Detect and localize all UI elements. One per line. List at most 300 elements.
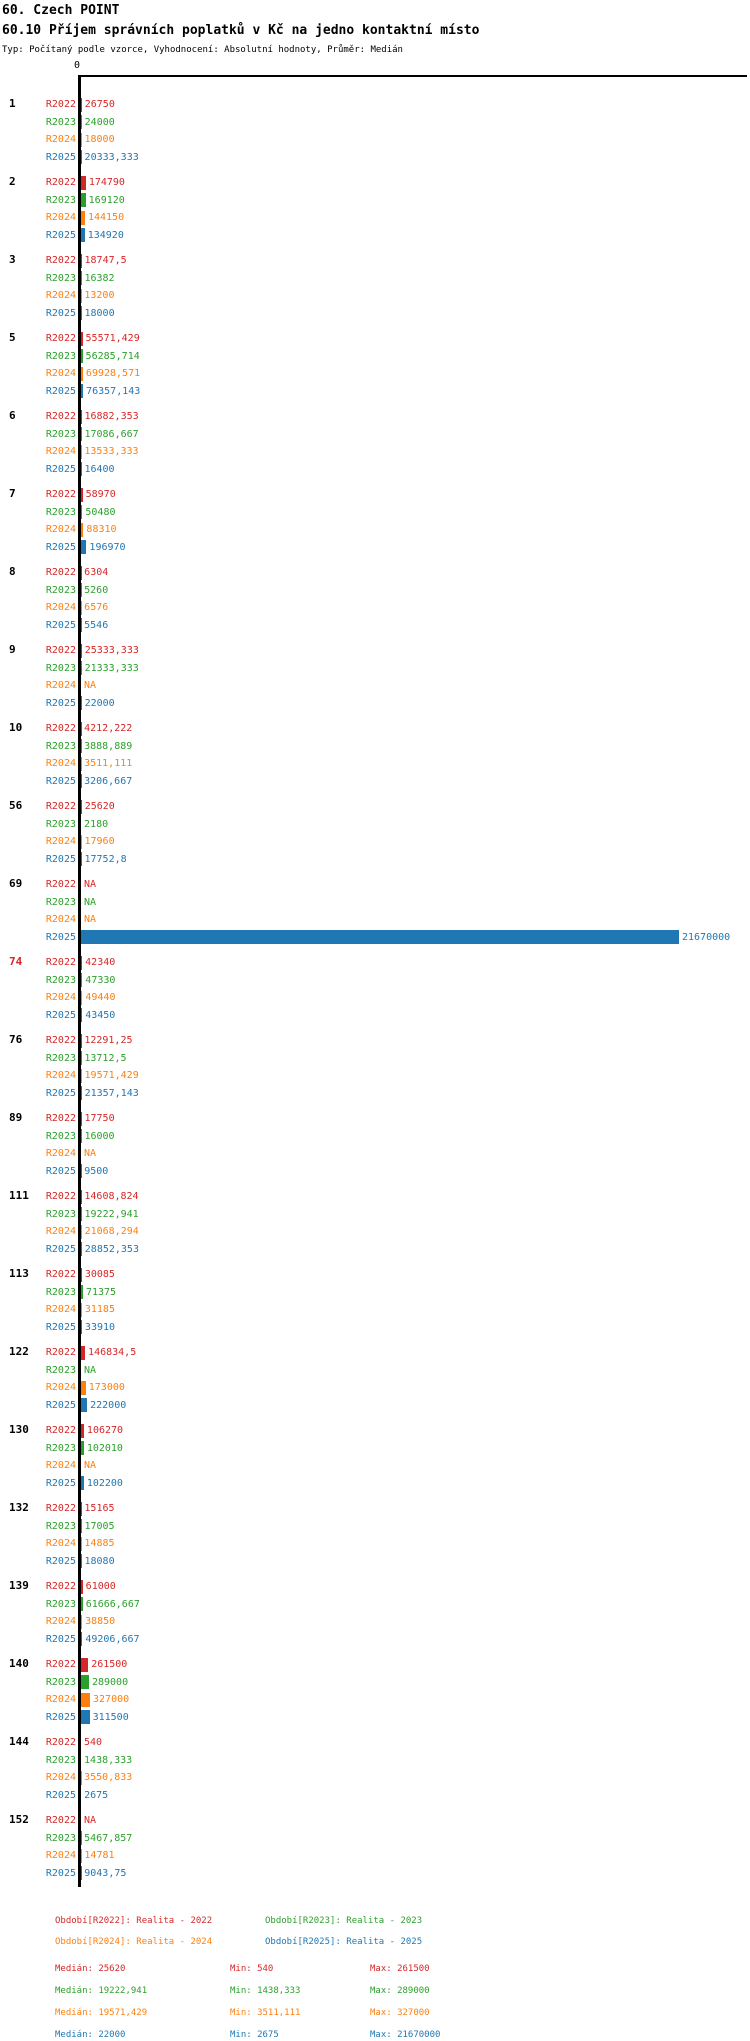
series-label: R2022 — [0, 1503, 76, 1514]
series-label: R2024 — [0, 1850, 76, 1861]
bar-value: 16000 — [84, 1131, 114, 1142]
stat-median: Medián: 19222,941 — [55, 1986, 230, 1997]
series-label: R2023 — [0, 1209, 76, 1220]
series-label: R2024 — [0, 368, 76, 379]
bar — [81, 1285, 83, 1299]
bar — [81, 1424, 84, 1438]
chart-group — [0, 954, 750, 1024]
series-label: R2022 — [0, 333, 76, 344]
bar-value: 50480 — [85, 507, 115, 518]
bar-row — [0, 1518, 750, 1536]
chart-meta: Typ: Počítaný podle vzorce, Vyhodnocení: Absolutní hodnoty, Průměr: Medián — [2, 45, 750, 56]
bar-value: 3888,889 — [84, 741, 132, 752]
series-label: R2025 — [0, 1400, 76, 1411]
bar — [81, 1441, 84, 1455]
bar-value: 17960 — [84, 836, 114, 847]
series-label: R2023 — [0, 897, 76, 908]
bar-value: 21068,294 — [85, 1226, 139, 1237]
bar — [81, 349, 83, 363]
bar-value: 18080 — [84, 1556, 114, 1567]
bar-row — [0, 1613, 750, 1631]
bar-row — [0, 1085, 750, 1103]
bar-value: 13712,5 — [84, 1053, 126, 1064]
bar-row — [0, 1188, 750, 1206]
bar — [81, 332, 83, 346]
legend-item: Období[R2022]: Realita - 2022 — [55, 1916, 265, 1927]
bar-value: 2675 — [84, 1790, 108, 1801]
bar-row — [0, 1440, 750, 1458]
chart-group — [0, 1188, 750, 1258]
bar-value: NA — [84, 1148, 96, 1159]
bar-row — [0, 1032, 750, 1050]
bar-row — [0, 287, 750, 305]
bar — [81, 367, 83, 381]
chart-group — [0, 1422, 750, 1492]
bar-row — [0, 1344, 750, 1362]
bar-row — [0, 348, 750, 366]
bar — [81, 696, 82, 710]
bar-row — [0, 1241, 750, 1259]
bar-value: 43450 — [85, 1010, 115, 1021]
bar-value: 102200 — [87, 1478, 123, 1489]
series-label: R2024 — [0, 836, 76, 847]
chart-group — [0, 1110, 750, 1180]
bar-row — [0, 1709, 750, 1727]
group-label: 8 — [9, 565, 16, 578]
chart-group — [0, 564, 750, 634]
bar-value: 102010 — [87, 1443, 123, 1454]
series-label: R2023 — [0, 429, 76, 440]
bar-row — [0, 1553, 750, 1571]
bar-value: NA — [84, 1815, 96, 1826]
series-label: R2025 — [0, 854, 76, 865]
bar — [81, 1320, 82, 1334]
bar-row — [0, 539, 750, 557]
series-label: R2023 — [0, 273, 76, 284]
bar-row — [0, 383, 750, 401]
group-label: 144 — [9, 1735, 29, 1748]
bar-value: 21333,333 — [85, 663, 139, 674]
group-label: 152 — [9, 1813, 29, 1826]
bar-value: 14781 — [84, 1850, 114, 1861]
group-label: 56 — [9, 799, 22, 812]
bar — [81, 1086, 82, 1100]
bar — [81, 540, 86, 554]
bar-value: 71375 — [86, 1287, 116, 1298]
bar-value: 17086,667 — [84, 429, 138, 440]
bar-row — [0, 1578, 750, 1596]
bar-row — [0, 1050, 750, 1068]
bar-value: 6576 — [84, 602, 108, 613]
bar-row — [0, 504, 750, 522]
bar-row — [0, 617, 750, 635]
bar-row — [0, 408, 750, 426]
stat-max: Max: 327000 — [370, 2008, 750, 2019]
bar-row — [0, 816, 750, 834]
group-label: 132 — [9, 1501, 29, 1514]
bar-value: 33910 — [85, 1322, 115, 1333]
group-label: 5 — [9, 331, 16, 344]
bar-value: 169120 — [89, 195, 125, 206]
bar-value: 17752,8 — [84, 854, 126, 865]
bar-value: 106270 — [87, 1425, 123, 1436]
chart-group — [0, 1266, 750, 1336]
bar-row — [0, 252, 750, 270]
bar-row — [0, 1787, 750, 1805]
chart-group — [0, 798, 750, 868]
bar — [81, 1008, 82, 1022]
bar — [81, 1268, 82, 1282]
bar-value: 30085 — [85, 1269, 115, 1280]
chart-title: 60.10 Příjem správních poplatků v Kč na jedno kontaktní místo — [2, 23, 750, 39]
bar-value: 19222,941 — [85, 1209, 139, 1220]
series-label: R2023 — [0, 1833, 76, 1844]
stats-row — [55, 2008, 750, 2019]
bar-row — [0, 1379, 750, 1397]
stat-max: Max: 21670000 — [370, 2030, 750, 2041]
bar-value: 16400 — [84, 464, 114, 475]
series-label: R2022 — [0, 1425, 76, 1436]
bar-value: 55571,429 — [86, 333, 140, 344]
series-label: R2024 — [0, 212, 76, 223]
series-label: R2022 — [0, 645, 76, 656]
chart-group — [0, 1500, 750, 1570]
bar-row — [0, 1674, 750, 1692]
series-label: R2023 — [0, 351, 76, 362]
series-label: R2022 — [0, 1815, 76, 1826]
series-label: R2023 — [0, 1131, 76, 1142]
chart-group — [0, 174, 750, 244]
bar-value: 38850 — [85, 1616, 115, 1627]
series-label: R2023 — [0, 585, 76, 596]
bar-row — [0, 1163, 750, 1181]
bar-row — [0, 1830, 750, 1848]
series-label: R2024 — [0, 290, 76, 301]
series-label: R2024 — [0, 1772, 76, 1783]
series-label: R2023 — [0, 1443, 76, 1454]
bar-value: 17005 — [84, 1521, 114, 1532]
series-label: R2023 — [0, 1053, 76, 1064]
bar-row — [0, 1223, 750, 1241]
group-label: 111 — [9, 1189, 29, 1202]
bar-row — [0, 660, 750, 678]
chart-group — [0, 1032, 750, 1102]
bar-row — [0, 1596, 750, 1614]
series-label: R2022 — [0, 1269, 76, 1280]
group-label: 140 — [9, 1657, 29, 1670]
bar-value: 56285,714 — [86, 351, 140, 362]
series-label: R2025 — [0, 1478, 76, 1489]
bar-row — [0, 209, 750, 227]
bar-row — [0, 1206, 750, 1224]
bar-value: 173000 — [89, 1382, 125, 1393]
series-label: R2024 — [0, 1538, 76, 1549]
stat-median: Medián: 22000 — [55, 2030, 230, 2041]
bar — [81, 254, 82, 268]
bar-value: 16382 — [84, 273, 114, 284]
bar-row — [0, 1535, 750, 1553]
bar-value: 196970 — [89, 542, 125, 553]
group-label: 6 — [9, 409, 16, 422]
bar-row — [0, 1656, 750, 1674]
bar-row — [0, 1110, 750, 1128]
series-label: R2024 — [0, 992, 76, 1003]
bar-row — [0, 755, 750, 773]
legend-item: Období[R2024]: Realita - 2024 — [55, 1937, 265, 1948]
bar-value: 47330 — [85, 975, 115, 986]
series-label: R2023 — [0, 195, 76, 206]
series-label: R2022 — [0, 99, 76, 110]
bar — [81, 98, 82, 112]
series-label: R2023 — [0, 975, 76, 986]
bar-value: 42340 — [85, 957, 115, 968]
series-label: R2022 — [0, 1347, 76, 1358]
bar-row — [0, 876, 750, 894]
bar-row — [0, 270, 750, 288]
chart-group — [0, 96, 750, 166]
chart-group — [0, 330, 750, 400]
bar — [81, 1207, 82, 1221]
bar — [81, 505, 82, 519]
bar-row — [0, 1067, 750, 1085]
series-label: R2024 — [0, 1304, 76, 1315]
bar-value: 18747,5 — [85, 255, 127, 266]
chart-group — [0, 1578, 750, 1648]
chart-group — [0, 1344, 750, 1414]
bar-row — [0, 1397, 750, 1415]
bar-value: 22000 — [85, 698, 115, 709]
series-label: R2025 — [0, 776, 76, 787]
chart-group — [0, 1812, 750, 1882]
bar — [81, 1597, 83, 1611]
series-label: R2024 — [0, 602, 76, 613]
legend-item: Období[R2023]: Realita - 2023 — [265, 1916, 750, 1927]
bar-value: 49206,667 — [85, 1634, 139, 1645]
chart-group — [0, 642, 750, 712]
bar-value: 5260 — [84, 585, 108, 596]
series-label: R2024 — [0, 1148, 76, 1159]
bar-value: 49440 — [85, 992, 115, 1003]
bar-value: 14885 — [84, 1538, 114, 1549]
series-label: R2025 — [0, 1868, 76, 1879]
bar — [81, 930, 679, 944]
group-label: 10 — [9, 721, 22, 734]
series-label: R2025 — [0, 620, 76, 631]
series-label: R2025 — [0, 1790, 76, 1801]
bar — [81, 1710, 90, 1724]
series-label: R2024 — [0, 680, 76, 691]
bar-row — [0, 1457, 750, 1475]
bar — [81, 228, 85, 242]
bar — [81, 1580, 83, 1594]
bar — [81, 1242, 82, 1256]
bar-row — [0, 1769, 750, 1787]
bar-row — [0, 720, 750, 738]
bar — [81, 211, 85, 225]
bar-value: NA — [84, 879, 96, 890]
series-label: R2025 — [0, 386, 76, 397]
bar — [81, 1069, 82, 1083]
page-title: 60. Czech POINT — [2, 3, 750, 19]
bar-value: NA — [84, 1460, 96, 1471]
series-label: R2025 — [0, 308, 76, 319]
legend-item: Období[R2025]: Realita - 2025 — [265, 1937, 750, 1948]
bar-value: 9500 — [84, 1166, 108, 1177]
bar-row — [0, 1319, 750, 1337]
series-label: R2025 — [0, 1010, 76, 1021]
bar-row — [0, 1631, 750, 1649]
bar-value: NA — [84, 897, 96, 908]
bar — [81, 1615, 82, 1629]
bar-row — [0, 1691, 750, 1709]
bar-value: 20333,333 — [85, 152, 139, 163]
bar-row — [0, 833, 750, 851]
bar-value: 58970 — [86, 489, 116, 500]
bar-row — [0, 521, 750, 539]
bar-row — [0, 582, 750, 600]
group-label: 2 — [9, 175, 16, 188]
series-label: R2024 — [0, 524, 76, 535]
bar — [81, 1225, 82, 1239]
bar-value: 28852,353 — [85, 1244, 139, 1255]
series-label: R2025 — [0, 1322, 76, 1333]
bar-value: 13200 — [84, 290, 114, 301]
bar-value: 24000 — [85, 117, 115, 128]
series-label: R2025 — [0, 1244, 76, 1255]
bar-value: 5546 — [84, 620, 108, 631]
series-label: R2024 — [0, 446, 76, 457]
series-label: R2023 — [0, 507, 76, 518]
group-label: 3 — [9, 253, 16, 266]
bar-value: 3550,833 — [84, 1772, 132, 1783]
series-label: R2022 — [0, 723, 76, 734]
series-label: R2024 — [0, 1226, 76, 1237]
series-label: R2024 — [0, 1694, 76, 1705]
bar-value: 3511,111 — [84, 758, 132, 769]
bar — [81, 1675, 89, 1689]
bar-value: 289000 — [92, 1677, 128, 1688]
bar — [81, 1346, 85, 1360]
bar-row — [0, 738, 750, 756]
bar-value: 21670000 — [682, 932, 730, 943]
bar — [81, 176, 86, 190]
group-label: 74 — [9, 955, 22, 968]
group-label: 113 — [9, 1267, 29, 1280]
bar-value: NA — [84, 680, 96, 691]
bar — [81, 488, 83, 502]
series-label: R2022 — [0, 957, 76, 968]
series-label: R2025 — [0, 1634, 76, 1645]
bar-row — [0, 149, 750, 167]
series-label: R2022 — [0, 411, 76, 422]
series-label: R2022 — [0, 1191, 76, 1202]
bar-value: NA — [84, 914, 96, 925]
bar — [81, 991, 82, 1005]
bar — [81, 1632, 82, 1646]
bar-row — [0, 1007, 750, 1025]
bar-value: 17750 — [84, 1113, 114, 1124]
stats-row — [55, 1986, 750, 1997]
series-label: R2023 — [0, 741, 76, 752]
bar — [81, 1381, 86, 1395]
bar-value: 14608,824 — [84, 1191, 138, 1202]
bar-row — [0, 773, 750, 791]
bar-row — [0, 305, 750, 323]
bar-value: 88310 — [86, 524, 116, 535]
series-label: R2022 — [0, 1737, 76, 1748]
bar-value: 26750 — [85, 99, 115, 110]
bar-value: 4212,222 — [84, 723, 132, 734]
stats-row — [55, 1964, 750, 1975]
series-label: R2022 — [0, 489, 76, 500]
bar-value: 134920 — [88, 230, 124, 241]
bar-row — [0, 1847, 750, 1865]
series-label: R2022 — [0, 879, 76, 890]
bar-row — [0, 330, 750, 348]
chart-group — [0, 408, 750, 478]
series-label: R2025 — [0, 1556, 76, 1567]
series-label: R2025 — [0, 698, 76, 709]
bar — [81, 1693, 90, 1707]
bar — [81, 1658, 88, 1672]
bar-row — [0, 1752, 750, 1770]
chart-group — [0, 1656, 750, 1726]
chart-group — [0, 876, 750, 946]
stat-min: Min: 540 — [230, 1964, 370, 1975]
series-label: R2024 — [0, 134, 76, 145]
bar-row — [0, 461, 750, 479]
bar-value: 1438,333 — [84, 1755, 132, 1766]
bar-row — [0, 929, 750, 947]
bar — [81, 384, 83, 398]
bar-row — [0, 1475, 750, 1493]
bar — [81, 973, 82, 987]
group-label: 122 — [9, 1345, 29, 1358]
bar-value: 5467,857 — [84, 1833, 132, 1844]
bar — [81, 661, 82, 675]
bar — [81, 150, 82, 164]
stat-max: Max: 289000 — [370, 1986, 750, 1997]
bar-row — [0, 599, 750, 617]
bar-row — [0, 131, 750, 149]
series-label: R2022 — [0, 567, 76, 578]
stat-min: Min: 2675 — [230, 2030, 370, 2041]
bar-value: 3206,667 — [84, 776, 132, 787]
series-label: R2025 — [0, 464, 76, 475]
series-label: R2024 — [0, 1382, 76, 1393]
bar-row — [0, 1128, 750, 1146]
bar-value: 6304 — [84, 567, 108, 578]
series-label: R2024 — [0, 1070, 76, 1081]
bar — [81, 800, 82, 814]
bar-row — [0, 1422, 750, 1440]
group-label: 7 — [9, 487, 16, 500]
chart-group — [0, 720, 750, 790]
series-label: R2022 — [0, 1035, 76, 1046]
series-label: R2025 — [0, 932, 76, 943]
bar — [81, 644, 82, 658]
bar-row — [0, 365, 750, 383]
bar-value: 16882,353 — [84, 411, 138, 422]
series-label: R2023 — [0, 819, 76, 830]
bar-value: 25620 — [85, 801, 115, 812]
bar-value: 61666,667 — [86, 1599, 140, 1610]
bar-row — [0, 227, 750, 245]
bar-value: 311500 — [93, 1712, 129, 1723]
bar-value: 144150 — [88, 212, 124, 223]
series-label: R2023 — [0, 1677, 76, 1688]
series-label: R2023 — [0, 1365, 76, 1376]
